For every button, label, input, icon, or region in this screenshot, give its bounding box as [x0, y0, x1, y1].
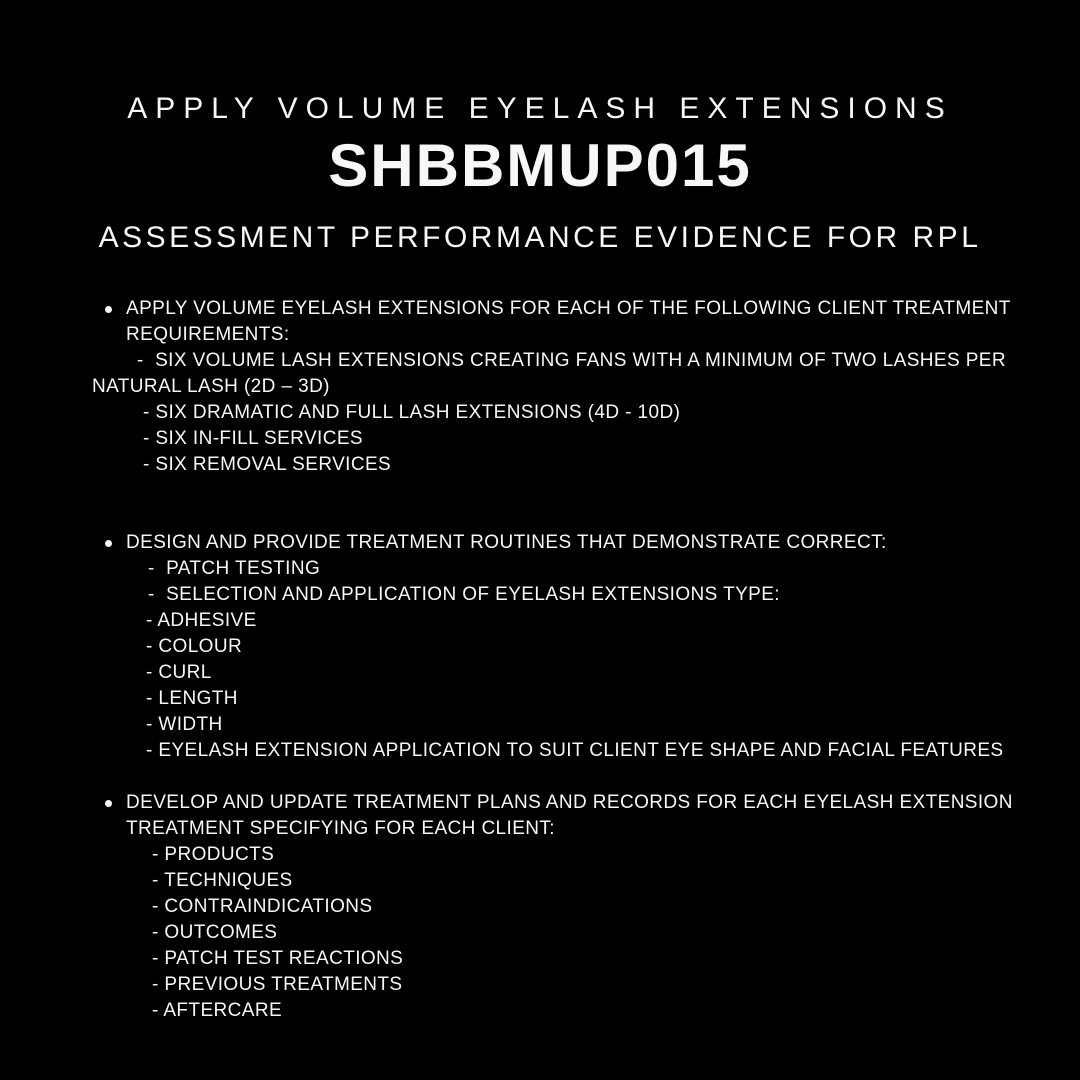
list-line: - COLOUR: [146, 636, 243, 657]
bullet-dot-icon: [105, 306, 112, 313]
bullet-dot-icon: [105, 800, 112, 807]
list-line: - EYELASH EXTENSION APPLICATION TO SUIT CLIENT EYE SHAPE AND FACIAL FEATURES: [146, 740, 1004, 761]
list-line: - WIDTH: [146, 714, 223, 735]
unit-code: SHBBMUP015: [328, 132, 752, 199]
list-line: - SIX VOLUME LASH EXTENSIONS CREATING FANS WITH A MINIMUM OF TWO LASHES PER: [137, 350, 1006, 371]
list-line: - CONTRAINDICATIONS: [152, 896, 373, 917]
list-line: - PATCH TEST REACTIONS: [152, 948, 404, 969]
list-line: - PATCH TESTING: [148, 558, 321, 579]
list-line: - SELECTION AND APPLICATION OF EYELASH EXTENSIONS TYPE:: [148, 584, 780, 605]
list-line: - AFTERCARE: [152, 1000, 283, 1021]
list-line: - OUTCOMES: [152, 922, 278, 943]
list-line: - SIX DRAMATIC AND FULL LASH EXTENSIONS (4D - 10D): [143, 402, 681, 423]
section-treatment-plans-records: [92, 790, 1060, 1024]
page-subtitle: ASSESSMENT PERFORMANCE EVIDENCE FOR RPL: [98, 221, 982, 254]
section-treatment-routines: [92, 530, 1060, 764]
list-line: APPLY VOLUME EYELASH EXTENSIONS FOR EACH OF THE FOLLOWING CLIENT TREATMENT: [126, 298, 1011, 319]
page-title: APPLY VOLUME EYELASH EXTENSIONS: [127, 92, 953, 125]
list-line: REQUIREMENTS:: [126, 324, 290, 345]
list-line: - PREVIOUS TREATMENTS: [152, 974, 403, 995]
list-line: DESIGN AND PROVIDE TREATMENT ROUTINES THAT DEMONSTRATE CORRECT:: [126, 532, 887, 553]
list-line: NATURAL LASH (2D – 3D): [92, 376, 330, 397]
list-line: - SIX IN-FILL SERVICES: [143, 428, 363, 449]
list-line: - LENGTH: [146, 688, 238, 709]
list-line: TREATMENT SPECIFYING FOR EACH CLIENT:: [126, 818, 555, 839]
list-line: - TECHNIQUES: [152, 870, 293, 891]
list-line: - ADHESIVE: [146, 610, 257, 631]
section-client-treatment-requirements: [92, 296, 1060, 478]
evidence-list: [92, 296, 1060, 1024]
list-line: - SIX REMOVAL SERVICES: [143, 454, 392, 475]
bullet-dot-icon: [105, 540, 112, 547]
list-line: - CURL: [146, 662, 212, 683]
list-line: DEVELOP AND UPDATE TREATMENT PLANS AND RECORDS FOR EACH EYELASH EXTENSION: [126, 792, 1013, 813]
list-line: - PRODUCTS: [152, 844, 275, 865]
